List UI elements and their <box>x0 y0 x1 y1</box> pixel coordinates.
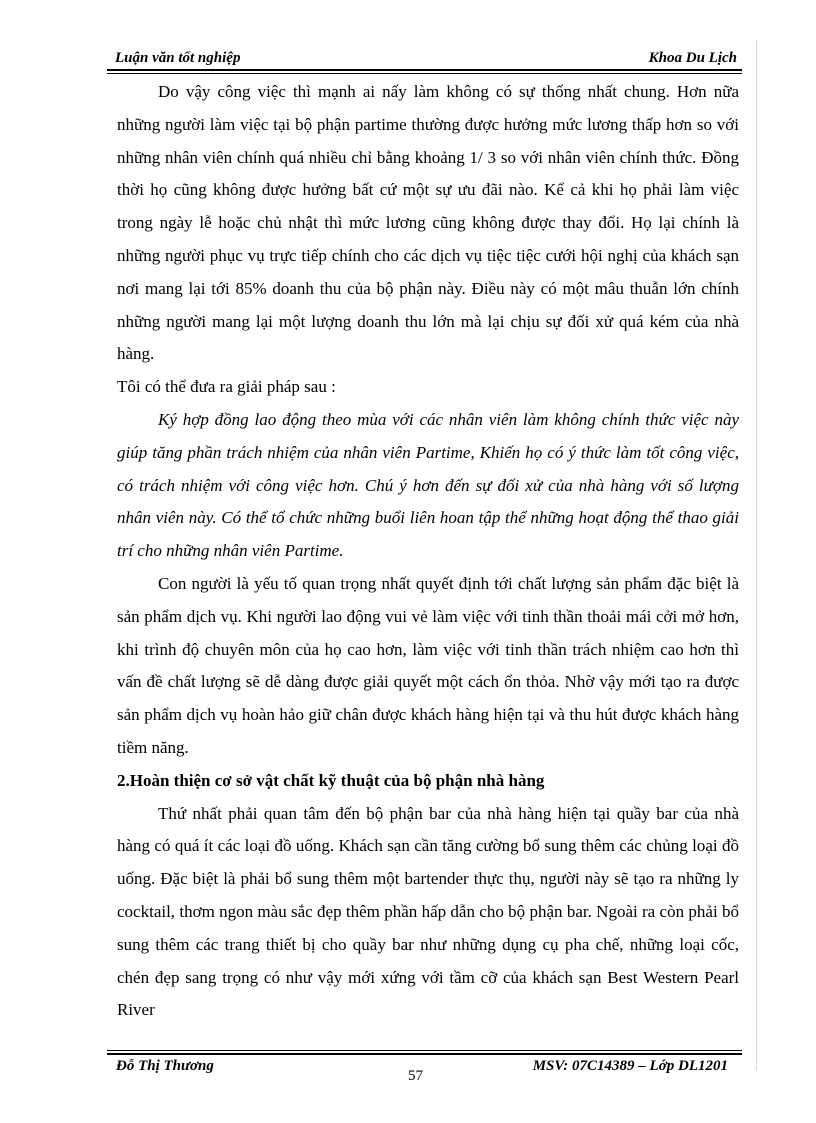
section-heading: 2.Hoàn thiện cơ sở vật chất kỹ thuật của bộ phận nhà hàng <box>117 770 545 790</box>
paragraph-3-italic: Ký hợp đồng lao động theo mùa với các nhân viên làm không chính thức việc này giúp tăng phần trách nhiệm của nhân viên Partime, Khiến họ có ý thức làm tốt công việc, có trách nhiệm với công việc hơn. Chú ý hơn đến sự đối xử của nhà hàng với số lượng nhân viên này. Có thể tổ chức những buổi liên hoan tập thể những hoạt động thể thao giải trí cho những nhân viên Partime. <box>117 409 739 561</box>
page-edge <box>756 40 757 1070</box>
paragraph-1: Do vậy công việc thì mạnh ai nấy làm không có sự thống nhất chung. Hơn nữa những người làm việc tại bộ phận partime thường được hưởng mức lương thấp hơn so với những nhân viên chính quá nhiều chỉ bằng khoảng 1/ 3 so với nhân viên chính thức. Đồng thời họ cũng không được hưởng bất cứ một sự ưu đãi nào. Kể cả khi họ phải làm việc trong ngày lễ hoặc chủ nhật thì mức lương cũng không được thay đổi. Họ lại chính là những người phục vụ trực tiếp chính cho các dịch vụ tiệc tiệc cưới hội nghị của khách sạn nơi mang lại tới 85% doanh thu của bộ phận này. Điều này có một mâu thuẫn lớn chính những người mang lại một lượng doanh thu lớn mà lại chịu sự đối xử quá kém của nhà hàng. <box>117 82 739 364</box>
footer-student-id: MSV: 07C14389 – Lớp DL1201 <box>532 1058 728 1074</box>
page-number: 57 <box>408 1068 423 1084</box>
footer-author: Đỗ Thị Thương <box>116 1058 214 1074</box>
header-faculty: Khoa Du Lịch <box>648 50 737 66</box>
header-rule-thick <box>107 69 742 71</box>
paragraph-4: Con người là yếu tố quan trọng nhất quyết định tới chất lượng sản phẩm đặc biệt là sản phẩm dịch vụ. Khi người lao động vui vẻ làm việc với tinh thần thoải mái cởi mở hơn, khi trình độ chuyên môn của họ cao hơn, làm việc với tinh thần trách nhiệm cao hơn thì vấn đề chất lượng sẽ dễ dàng được giải quyết một cách ổn thỏa. Nhờ vậy mới tạo ra được sản phẩm dịch vụ hoàn hảo giữ chân được khách hàng hiện tại và thu hút được khách hàng tiềm năng. <box>117 573 739 757</box>
paragraph-2: Tôi có thể đưa ra giải pháp sau : <box>117 377 336 397</box>
body-text <box>117 76 739 1027</box>
paragraph-5: Thứ nhất phải quan tâm đến bộ phận bar của nhà hàng hiện tại quầy bar của nhà hàng có quá ít các loại đồ uống. Khách sạn cần tăng cường bổ sung thêm các chủng loại đồ uống. Đặc biệt là phải bổ sung thêm một bartender thực thụ, người này sẽ tạo ra những ly cocktail, thơm ngon màu sắc đẹp thêm phần hấp dẫn cho bộ phận bar. Ngoài ra còn phải bổ sung thêm các trang thiết bị cho quầy bar như những dụng cụ pha chế, những loại cốc, chén đẹp sang trọng có như vậy mới xứng với tầm cỡ của khách sạn Best Western Pearl River <box>117 803 739 1020</box>
header-thesis-title: Luận văn tốt nghiệp <box>115 50 241 66</box>
footer-rule-thick <box>107 1053 742 1055</box>
footer-rule-thin <box>107 1050 742 1051</box>
header-rule-thin <box>107 73 742 74</box>
page-header <box>107 46 739 68</box>
